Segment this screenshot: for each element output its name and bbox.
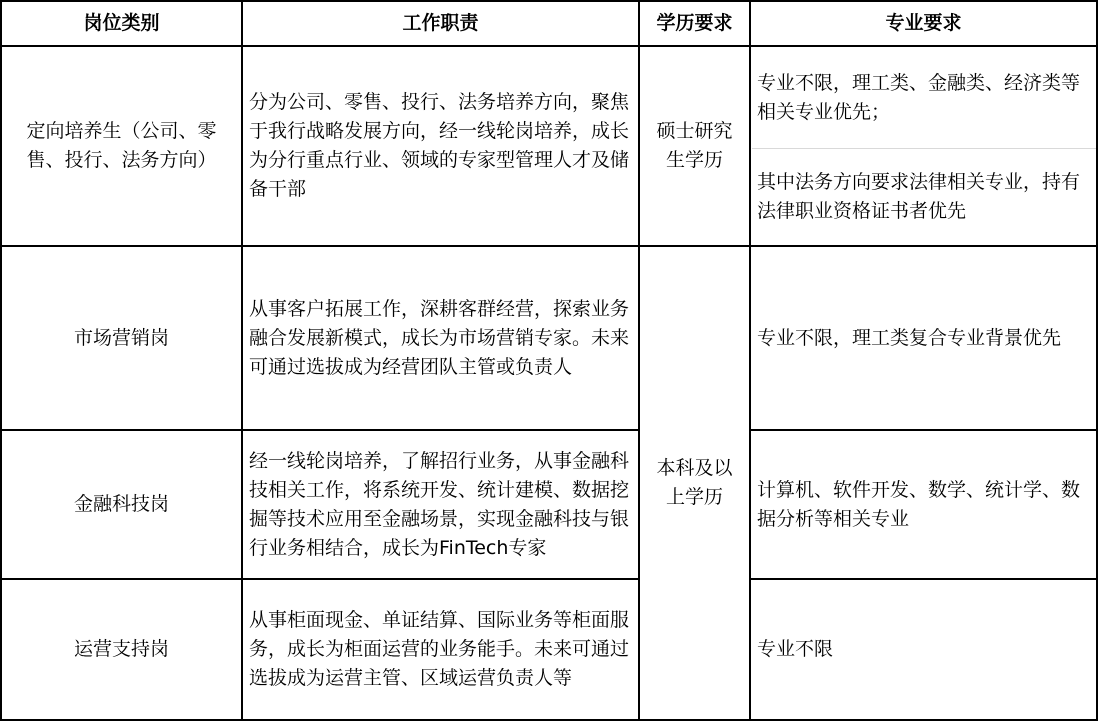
category-marketing: 市场营销岗 bbox=[73, 326, 169, 349]
major-operations: 专业不限 bbox=[757, 638, 834, 660]
duty-operations: 从事柜面现金、单证结算、国际业务等柜面服务，成长为柜面运营的业务能手。未来可通过选拔成为运营主管、区域运营负责人等 bbox=[249, 609, 630, 689]
category-trainee: 定向培养生（公司、零售、投行、法务方向） bbox=[26, 120, 217, 171]
major-fintech: 计算机、软件开发、数学、统计学、数据分析等相关专业 bbox=[757, 478, 1081, 530]
category-fintech: 金融科技岗 bbox=[73, 493, 169, 515]
major-marketing: 专业不限，理工类复合专业背景优先 bbox=[757, 326, 1062, 349]
major-trainee-legal: 其中法务方向要求法律相关专业，持有法律职业资格证书者优先 bbox=[757, 171, 1081, 222]
category-operations: 运营支持岗 bbox=[73, 638, 169, 660]
header-major: 专业要求 bbox=[885, 12, 962, 34]
header-category: 岗位类别 bbox=[83, 12, 160, 34]
education-trainee: 硕士研究生学历 bbox=[656, 120, 733, 171]
duty-marketing: 从事客户拓展工作，深耕客群经营，探索业务融合发展新模式，成长为市场营销专家。未来可通过选拔成为经营团队主管或负责人 bbox=[249, 297, 630, 378]
education-undergrad: 本科及以上学历 bbox=[656, 457, 733, 508]
header-education: 学历要求 bbox=[656, 12, 733, 34]
duty-trainee: 分为公司、零售、投行、法务培养方向，聚焦于我行战略发展方向，经一线轮岗培养，成长为分行重点行业、领域的专家型管理人才及储备干部 bbox=[249, 91, 630, 200]
duty-fintech: 经一线轮岗培养，了解招行业务，从事金融科技相关工作，将系统开发、统计建模、数据挖掘等技术应用至金融场景，实现金融科技与银行业务相结合，成长为FinTech专家 bbox=[249, 449, 630, 559]
header-duty: 工作职责 bbox=[402, 12, 479, 34]
major-trainee-general: 专业不限，理工类、金融类、经济类等相关专业优先； bbox=[757, 71, 1081, 123]
